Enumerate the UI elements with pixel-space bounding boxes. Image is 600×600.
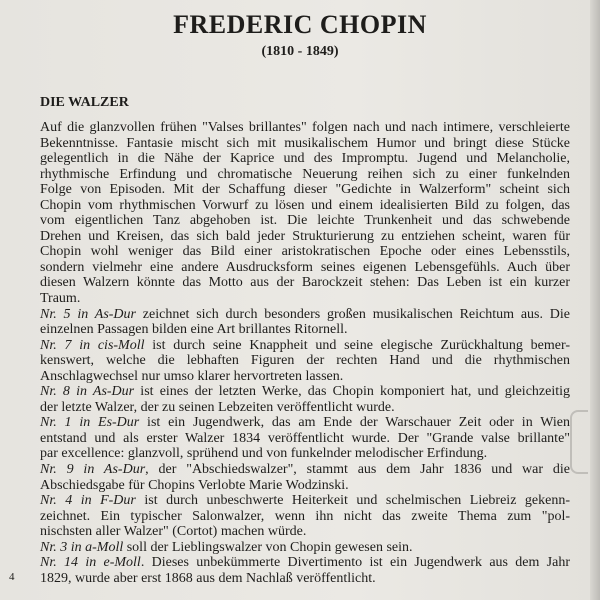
text-line: kenswert, welche die lebhaften Figuren der rechten Hand und die rhythmischen [40,353,570,369]
text-line: einzelnen Passagen bilden eine Art brillantes Ritornell. [40,322,348,338]
text-line: nischsten aller Walzer" (Cortot) machen würde. [40,524,307,540]
binding-clip [570,410,588,474]
text-line [40,384,570,400]
waltz-list [40,307,570,587]
waltz-label: Nr. 4 in F-Dur [40,493,136,509]
waltz-description: , der "Abschiedswalzer", stammt aus dem Jahr 1836 und war die [145,462,570,478]
text-line [40,307,570,323]
text-line: Chopin vom rhythmischen Vorwurf zu lösen und einem idealisierten Bild zu folgen, das [40,197,570,213]
page-edge [590,0,600,600]
waltz-paragraph [40,493,570,540]
text-line: rhythmische Erfindung und chromatische Neuerung reihen sich zu einer funkelnden [40,166,570,182]
text-line: diesen Walzern könnte das Motto aus der Barockzeit stehen: Das Leben ist ein kurzer [40,275,570,291]
waltz-description: ist ein Jugendwerk, das am Ende der Warschauer Zeit oder in Wien [139,415,570,431]
waltz-description: . Dieses unbekümmerte Divertimento ist ein Jugendwerk aus dem Jahr [140,555,570,571]
waltz-paragraph [40,384,570,415]
text-line: Bekenntnisse. Fantasie mischt sich mit musikalischem Humor und bringt diese Stücke [40,135,570,151]
text-line: Anschlagwechsel nur umso klarer hervortreten lassen. [40,368,344,384]
text-line: Abschiedsgabe für Chopins Verlobte Marie Wodzinski. [40,477,349,493]
waltz-description: ist durch unbeschwerte Heiterkeit und schelmischen Liebreiz gekenn- [135,493,570,509]
life-dates: (1810 - 1849) [261,44,339,59]
waltz-label: Nr. 8 in As-Dur [40,384,135,400]
text-line [40,462,570,478]
intro-paragraph [40,120,570,307]
waltz-description: ist durch seine Knappheit und seine elegische Zurückhaltung bemer- [144,337,571,353]
text-line [40,540,570,556]
waltz-paragraph [40,338,570,385]
text-line: Traum. [40,291,81,307]
page-number: 4 [9,571,15,583]
text-line: entstand und als erster Walzer 1834 veröffentlicht wurde. Der "Grande valse brillante" [40,430,570,446]
text-line [40,338,570,354]
text-line: Auf die glanzvollen frühen "Valses brillantes" folgen nach und nach intimere, verschleierte [40,120,570,135]
text-line: par excellence: glanzvoll, sprühend und von funkelnder melodischer Erfindung. [40,446,488,462]
text-line [40,493,570,509]
waltz-label: Nr. 5 in As-Dur [40,306,136,322]
waltz-paragraph [40,555,570,586]
text-line: 1829, wurde aber erst 1868 aus dem Nachlaß veröffentlicht. [40,570,376,586]
text-line: vom eigentlichen Tanz abgehoben ist. Die leichte Trunkenheit und das schwebende [40,213,570,229]
body-text [40,120,570,586]
waltz-description: zeichnet sich durch besonders großen musikalischen Reichtum aus. Die [135,306,570,322]
waltz-label: Nr. 3 in a-Moll [40,539,124,555]
waltz-paragraph [40,307,570,338]
text-line [40,415,570,431]
waltz-description: soll der Lieblingswalzer von Chopin gewesen sein. [123,539,413,555]
text-line: Chopin wohl weniger das Bild einer aristokratischen Epoche oder eines Lebensstils, [40,244,570,260]
section-heading: DIE WALZER [40,95,129,110]
waltz-paragraph [40,415,570,462]
text-line [40,555,570,571]
text-line: gelegentlich in die Nähe der Kaprice und des Impromptu. Jugend und Melancholie, [40,151,570,167]
page-title: FREDERIC CHOPIN [173,10,427,39]
waltz-label: Nr. 1 in Es-Dur [40,415,140,431]
waltz-paragraph [40,540,570,556]
text-line: der letzte Walzer, der zu seinen Lebzeiten veröffentlicht wurde. [40,399,395,415]
waltz-description: ist eines der letzten Werke, das Chopin komponiert hat, und gleichzeitig [134,384,571,400]
text-line: sondern vielmehr eine andere Ausdrucksform seines eigenen Lebensgefühls. Auch über [40,259,570,275]
text-line: zeichnet. Ein typischer Salonwalzer, wenn ihn nicht das zweite Thema zum "pol- [40,508,570,524]
waltz-label: Nr. 14 in e-Moll [40,555,141,571]
waltz-paragraph [40,462,570,493]
waltz-label: Nr. 9 in As-Dur [40,462,146,478]
text-line: Folge von Episoden. Mit der Schaffung dieser "Gedichte in Walzerform" scheint sich [40,182,570,198]
waltz-label: Nr. 7 in cis-Moll [40,337,145,353]
text-line: Drehen und Kreisen, das sich bald jeder Strukturierung zu entziehen scheint, waren für [40,228,570,244]
